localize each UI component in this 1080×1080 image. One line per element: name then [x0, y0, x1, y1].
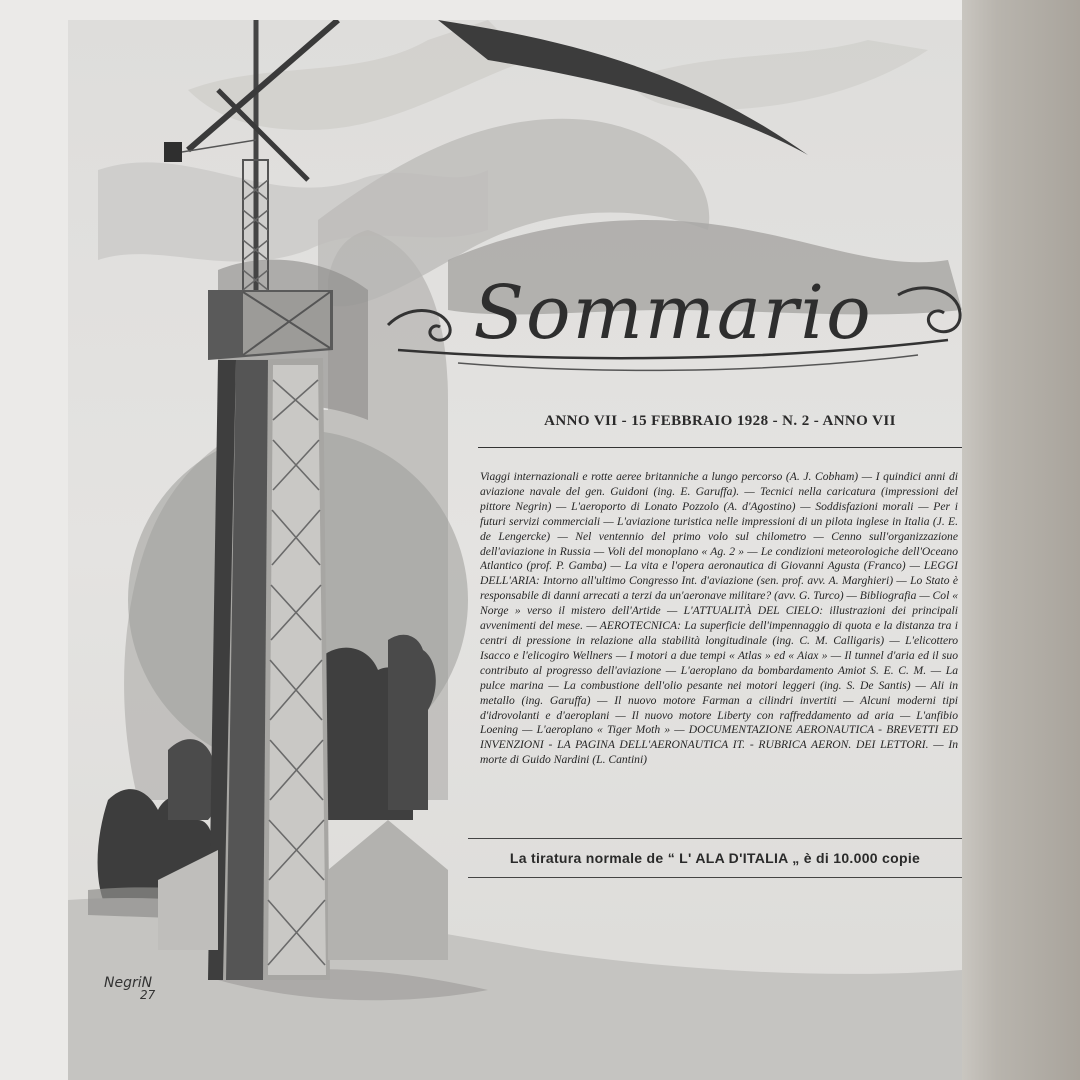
- signature-name: NegriN: [104, 975, 153, 991]
- artist-signature: [104, 975, 184, 1015]
- sommario-title-block: [378, 245, 962, 380]
- table-of-contents-text: Viaggi internazionali e rotte aeree britanniche a lungo percorso (A. J. Cobham) — I quindici anni di aviazione navale del gen. Guidoni (ing. E. Garuffa). — Tecnici nella caricatura (impressioni del pittore Negrin) — L'aeroporto di Lonato Pozzolo (A. d'Agostino) — Soddisfazioni morali — Per i futuri servizi commerciali — L'aviazione turistica nelle impressioni di un pilota inglese in Italia (J. E. de Lengercke) — Nel ventennio del primo volo sul chilometro — Cenno sull'organizzazione dell'aviazione in Russia — Voli del monoplano « Ag. 2 » — Le condizioni meteorologiche dell'Oceano Atlantico (prof. P. Gamba) — La vita e l'opera aeronautica di Giovanni Agusta (Franco) — LEGGI DELL'ARIA: Intorno all'ultimo Congresso Int. d'aviazione (sen. prof. avv. A. Marghieri) — Lo Stato è responsabile di danni arrecati a terzi da un'aeronave militare? (avv. G. Turco) — Bibliografia — Col « Norge » verso il mistero dell'Artide — L'ATTUALITÀ DEL CIELO: illustrazioni dei principali avvenimenti del mese. — AEROTECNICA: La superficie dell'impennaggio di quota e la distanza tra i centri di pressione in relazione alla stabilità longitudinale (ing. C. M. Calligaris) — L'elicottero Isacco e l'elicogiro Wellners — I motori a due tempi « Atlas » ed « Aiax » — Il tunnel d'aria ed il suo contributo al progresso dell'aviazione — L'aeroplano da bombardamento Amiot S. E. C. M. — La pulce marina — La combustione dell'olio pesante nei motori leggeri (ing. S. De Santis) — Ali in metallo (ing. Garuffa) — Il nuovo motore Farman a cilindri invertiti — Alcuni moderni tipi d'idrovolanti e d'aeroplani — Il nuovo motore Liberty con raffreddamento ad aria — L'anfibio Loening — L'aeroplano « Tiger Moth » — DOCUMENTAZIONE AERONAUTICA - BREVETTI ED INVENZIONI - LA PAGINA DELL'AERONAUTICA IT. - RUBRICA AERON. DEI LETTORI. — In morte di Guido Nardini (L. Cantini): [480, 470, 958, 767]
- circulation-notice: La tiratura normale de “ L' ALA D'ITALIA „ è di 10.000 copie: [468, 838, 962, 878]
- signature-year: 27: [140, 988, 156, 1002]
- sommario-title: Sommario: [473, 269, 873, 356]
- page-edge-background: [962, 0, 1080, 1080]
- magazine-page: [68, 20, 962, 1080]
- issue-date-line: ANNO VII - 15 FEBBRAIO 1928 - N. 2 - ANNO VII: [478, 413, 962, 448]
